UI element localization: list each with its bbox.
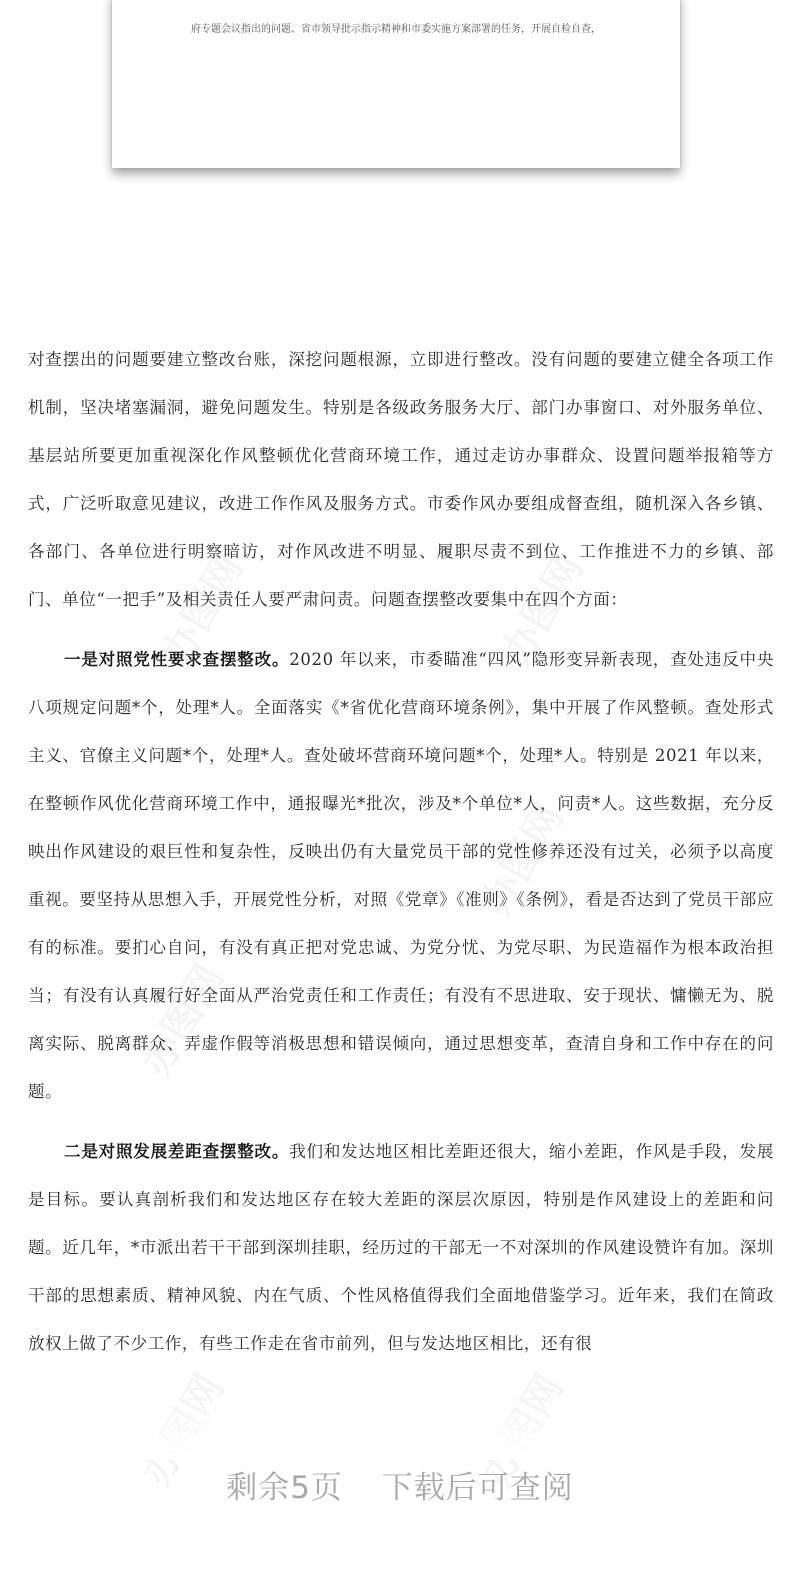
paragraph-intro: 对查摆出的问题要建立整改台账，深挖问题根源，立即进行整改。没有问题的要建立健全各项工作机制，坚决堵塞漏洞，避免问题发生。特别是各级政务服务大厅、部门办事窗口、对外服务单位、基层站所要更加重视深化作风整顿优化营商环境工作，通过走访办事群众、设置问题举报箱等方式，广泛听取意见建议，改进工作作风及服务方式。市委作风办要组成督查组，随机深入各乡镇、各部门、各单位进行明察暗访，对作风改进不明显、履职尽责不到位、工作推进不力的乡镇、部门、单位“一把手”及相关责任人要严肃问责。问题查摆整改要集中在四个方面： [28,350,774,609]
document-preview-card [112,0,680,168]
paragraph-text: 我们和发达地区相比差距还很大，缩小差距，作风是手段，发展是目标。要认真剖析我们和发达地区存在较大差距的深层次原因，特别是作风建设上的差距和问题。近几年，*市派出若干干部到深圳挂职，经历过的干部无一不对深圳的作风建设赞许有加。深圳干部的思想素质、精神风貌、内在气质、个性风格值得我们全面地借鉴学习。近年来，我们在简政放权上做了不少工作，有些工作走在省市前列，但与发达地区相比，还有很 [28,1142,774,1353]
document-body [28,336,774,1368]
paragraph-party-spirit [28,636,774,1116]
paragraph-heading: 二是对照发展差距查摆整改。 [64,1142,290,1161]
paragraph-heading: 一是对照党性要求查摆整改。 [64,650,290,669]
paragraph-text: 2020 年以来，市委瞄准“四风”隐形变异新表现，查处违反中央八项规定问题*个，处理*人。全面落实《*省优化营商环境条例》，集中开展了作风整顿。查处形式主义、官僚主义问题*个，处理*人。查处破坏营商环境问题*个，处理*人。特别是 2021 年以来，在整顿作风优化营商环境工作中，通报曝光*批次，涉及*个单位*人，问责*人。这些数据，充分反映出作风建设的艰巨性和复杂性，反映出仍有大量党员干部的党性修养还没有过关，必须予以高度重视。要坚持从思想入手，开展党性分析，对照《党章》《准则》《条例》，看是否达到了党员干部应有的标准。要扪心自问，有没有真正把对党忠诚、为党分忧、为党尽职、为民造福作为根本政治担当；有没有认真履行好全面从严治党责任和工作责任；有没有不思进取、安于现状、慵懒无为、脱离实际、脱离群众、弄虚作假等消极思想和错误倾向，通过思想变革，查清自身和工作中存在的问题。 [28,650,774,1101]
preview-text-line: 府专题会议指出的问题、省市领导批示指示精神和市委实施方案部署的任务，开展自检自查， [191,24,601,35]
paragraph-development-gap [28,1128,774,1368]
remaining-pages-banner[interactable]: 剩余5页 下载后可查阅 [226,1470,574,1506]
content-fade-overlay [0,1400,800,1460]
